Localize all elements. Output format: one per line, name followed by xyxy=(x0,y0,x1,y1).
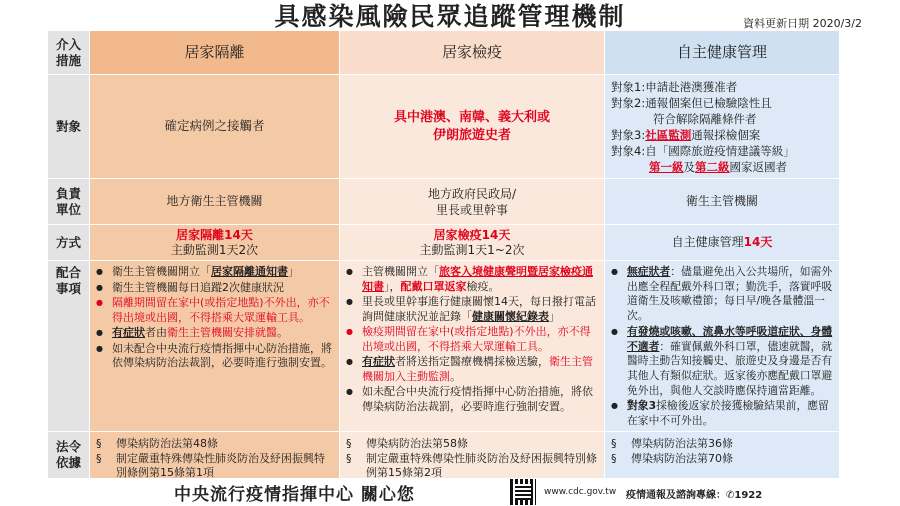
self-health-method: 自主健康管理 14天 xyxy=(605,225,840,261)
quarantine-laws xyxy=(340,432,605,479)
isolation-method-monitor: 主動監測1天2次 xyxy=(170,242,259,257)
self-health-item: ● 對象3採檢後返家於接獲檢驗結果前，應留在家中不可外出。 xyxy=(627,399,835,428)
quarantine-method-duration: 居家檢疫14天 xyxy=(433,227,511,242)
footer-organization: 中央流行疫情指揮中心 關心您 xyxy=(174,485,415,505)
quarantine-unit: 地方政府民政局/ 里長或里幹事 xyxy=(340,179,605,225)
law-item: § 傳染病防治法第70條 xyxy=(611,451,733,465)
footer-hotline xyxy=(626,486,762,501)
hotline-number: 1922 xyxy=(734,490,763,501)
management-table xyxy=(48,31,840,479)
quarantine-item: ● 如未配合中央流行疫情指揮中心防治措施，將依傳染病防治法裁罰，必要時進行強制安置。 xyxy=(362,385,600,414)
page-title: 具感染風險民眾追蹤管理機制 xyxy=(274,2,626,31)
quarantine-item: ● 檢疫期間留在家中(或指定地點)不外出，亦不得出境或出國，不得搭乘大眾運輸工具。 xyxy=(362,325,600,354)
self-health-items xyxy=(605,261,840,432)
row-header-measure: 介入 措施 xyxy=(48,31,90,75)
isolation-items xyxy=(90,261,340,432)
row-header-target: 對象 xyxy=(48,75,90,179)
isolation-method-duration: 居家隔離14天 xyxy=(176,227,253,242)
self-health-targets xyxy=(605,75,840,179)
quarantine-item: ● 里長或里幹事進行健康關懷14天，每日撥打電話詢問健康狀況並記錄「健康關懷紀錄表」 xyxy=(362,295,600,324)
phone-icon: ✆ xyxy=(726,490,735,501)
isolation-method xyxy=(90,225,340,261)
column-header-self-health: 自主健康管理 xyxy=(605,31,840,75)
law-item: § 制定嚴重特殊傳染性肺炎防治及紓困振興特別條例第15條第1項 xyxy=(96,451,325,479)
row-header-law: 法令 依據 xyxy=(48,432,90,479)
row-header-unit: 負責 單位 xyxy=(48,179,90,225)
self-health-target-4: 對象4:自「國際旅遊疫情建議等級」 xyxy=(611,144,795,158)
column-header-quarantine: 居家檢疫 xyxy=(340,31,605,75)
row-header-cooperation: 配合 事項 xyxy=(48,261,90,432)
self-health-target-3: 對象3:社區監測通報採檢個案 xyxy=(611,128,761,142)
self-health-target-2b: 符合解除隔離條件者 xyxy=(653,112,757,126)
quarantine-item: ● 主管機關開立「旅客入境健康聲明暨居家檢疫通知書」，配戴口罩返家檢疫。 xyxy=(362,265,600,294)
self-health-target-2: 對象2:通報個案但已檢驗陰性且 xyxy=(611,96,772,110)
qr-code-icon xyxy=(510,479,536,505)
update-date: 資料更新日期 2020/3/2 xyxy=(743,17,862,30)
isolation-item: ● 衛生主管機關開立「居家隔離通知書」 xyxy=(112,265,335,280)
law-item: § 制定嚴重特殊傳染性肺炎防治及紓困振興特別條例第15條第2項 xyxy=(346,451,597,479)
self-health-target-4b: 第一級及第二級國家返國者 xyxy=(649,160,787,174)
quarantine-method xyxy=(340,225,605,261)
isolation-laws xyxy=(90,432,340,479)
row-header-method: 方式 xyxy=(48,225,90,261)
law-item: § 傳染病防治法第58條 xyxy=(346,437,468,450)
quarantine-target: 具中港澳、南韓、義大利或 伊朗旅遊史者 xyxy=(340,75,605,179)
quarantine-item: ● 有症狀者將送指定醫療機構採檢送驗，衛生主管機關加入主動監測。 xyxy=(362,355,600,384)
self-health-unit: 衛生主管機關 xyxy=(605,179,840,225)
isolation-target: 確定病例之接觸者 xyxy=(90,75,340,179)
self-health-item: ● 無症狀者：儘量避免出入公共場所，如需外出應全程配戴外科口罩；勤洗手，落實呼吸道衛生及咳嗽禮節；每日早/晚各量體溫一次。 xyxy=(627,265,835,324)
footer-url[interactable]: www.cdc.gov.tw xyxy=(544,487,617,497)
isolation-item: ● 如未配合中央流行疫情指揮中心防治措施，將依傳染病防治法裁罰，必要時進行強制安置。 xyxy=(112,342,335,371)
quarantine-method-monitor: 主動監測1天1~2次 xyxy=(419,242,525,257)
isolation-item: ● 隔離期間留在家中(或指定地點)不外出，亦不得出境或出國，不得搭乘大眾運輸工具。 xyxy=(112,296,335,325)
isolation-item: ● 衛生主管機關每日追蹤2次健康狀況 xyxy=(112,281,335,296)
isolation-unit: 地方衛生主管機關 xyxy=(90,179,340,225)
isolation-item: ● 有症狀者由衛生主管機關安排就醫。 xyxy=(112,326,335,341)
hotline-label: 疫情通報及諮詢專線： xyxy=(626,490,726,501)
quarantine-items xyxy=(340,261,605,432)
law-item: § 傳染病防治法第48條 xyxy=(96,437,218,450)
law-item: § 傳染病防治法第36條 xyxy=(611,437,733,450)
column-header-isolation: 居家隔離 xyxy=(90,31,340,75)
self-health-laws xyxy=(605,432,840,479)
self-health-target-1: 對象1:申請赴港澳獲准者 xyxy=(611,80,738,94)
self-health-item: ● 有發燒或咳嗽、流鼻水等呼吸道症狀、身體不適者：確實佩戴外科口罩，儘速就醫，就醫時主動告知接觸史、旅遊史及身邊是否有其他人有類似症狀。返家後亦應配戴口罩避免外出，與他人交談時應保持適當距離。 xyxy=(627,325,835,399)
